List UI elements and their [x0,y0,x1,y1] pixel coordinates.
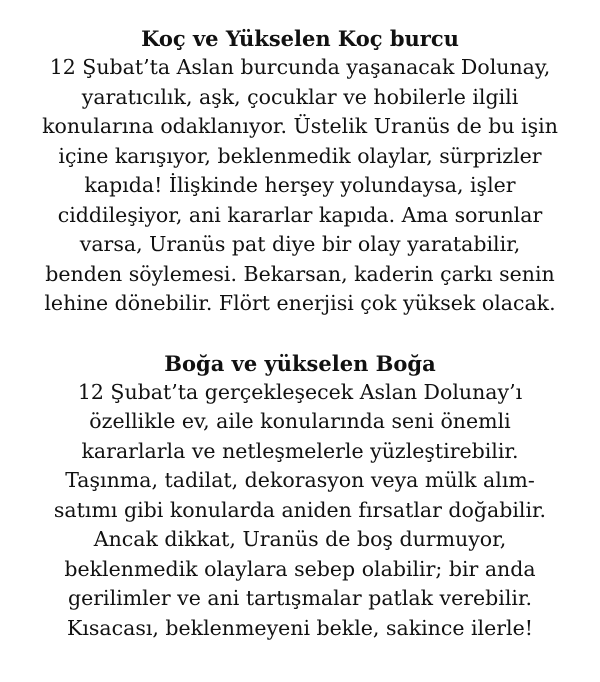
paragraph-line: beklenmedik olaylara sebep olabilir; bir anda [64,556,536,581]
paragraph-line: benden söylemesi. Bekarsan, kaderin çarkı senin [45,261,555,286]
section-heading: Koç ve Yükselen Koç burcu [141,26,459,51]
paragraph-line: içine karışıyor, beklenmedik olaylar, sürprizler [58,143,542,168]
paragraph-line: Taşınma, tadilat, dekorasyon veya mülk alım- [65,468,535,492]
paragraph-line: 12 Şubat’ta Aslan burcunda yaşanacak Dolunay, [49,55,551,79]
paragraph-line: ciddileşiyor, ani kararlar kapıda. Ama sorunlar [57,202,543,227]
paragraph-line: konularına odaklanıyor. Üstelik Uranüs de bu işin [42,114,558,138]
paragraph-line: 12 Şubat’ta gerçekleşecek Aslan Dolunay’ı [77,379,523,404]
paragraph-line: gerilimler ve ani tartışmalar patlak verebilir. [67,586,533,610]
paragraph-line: kapıda! İlişkinde herşey yolundaysa, işler [84,173,516,197]
paragraph-line: kararlarla ve netleşmelerle yüzleştirebilir. [81,438,519,463]
paragraph-line: satımı gibi konularda aniden fırsatlar doğabilir. [53,497,547,522]
paragraph-line: yaratıcılık, aşk, çocuklar ve hobilerle ilgili [81,84,519,109]
paragraph-line: varsa, Uranüs pat diye bir olay yaratabilir, [79,232,521,256]
section-taurus [0,349,600,644]
paragraph-line: Kısacası, beklenmeyeni bekle, sakince ilerle! [67,615,533,640]
section-heading: Boğa ve yükselen Boğa [164,350,436,376]
section-aries [0,24,600,319]
paragraph-line: Ancak dikkat, Uranüs de boş durmuyor, [93,527,507,551]
paragraph-line: lehine dönebilir. Flört enerjisi çok yüksek olacak. [44,291,556,315]
paragraph-line: özellikle ev, aile konularında seni önemli [89,409,511,433]
